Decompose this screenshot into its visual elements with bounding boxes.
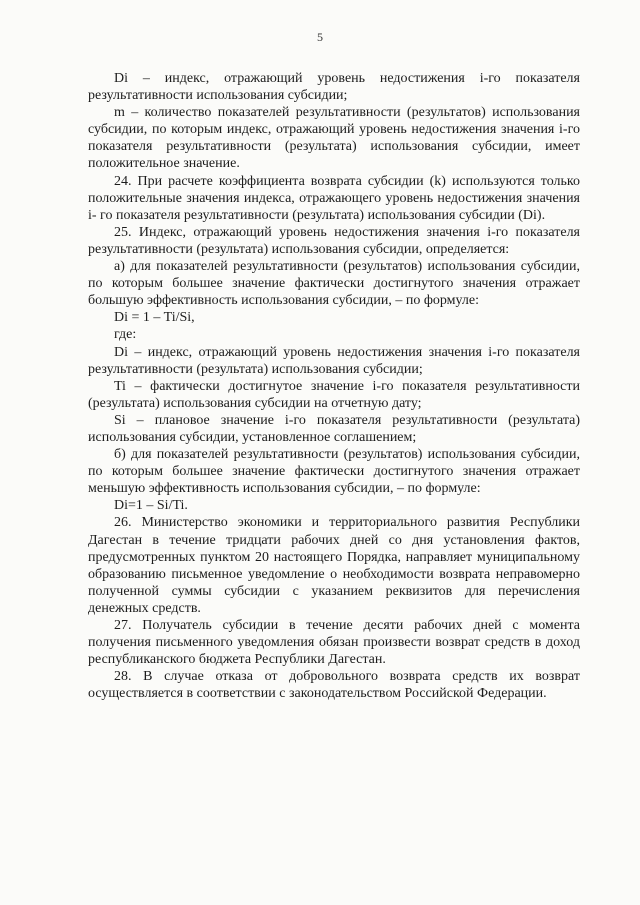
paragraph-di-definition: Di – индекс, отражающий уровень недостижения i-го показателя результативности использования субсидии; [88,71,580,104]
paragraph-item-25b: б) для показателей результативности (результатов) использования субсидии, по которым большее значение фактически достигнутого значения отражает меньшую эффективность использования субсидии, – по формуле: [88,447,580,497]
paragraph-item-28: 28. В случае отказа от добровольного возврата средств их возврат осуществляется в соответствии с законодательством Российской Федерации. [88,669,580,702]
paragraph-m-definition: m – количество показателей результативности (результатов) использования субсидии, по которым индекс, отражающий уровень недостижения значения i-го показателя результативности (результата) использования субсидии, имеет положительное значение. [88,105,580,172]
formula-a: Di = 1 – Ti/Si, [114,310,195,326]
paragraph-item-27: 27. Получатель субсидии в течение десяти рабочих дней с момента получения письменного уведомления обязан произвести возврат средств в доход республиканского бюджета Республики Дагестан. [88,618,580,668]
paragraph-di-index: Di – индекс, отражающий уровень недостижения значения i-го показателя результативности (результата) использования субсидии; [88,344,580,377]
document-body [88,70,580,702]
paragraph-ti-definition: Ti – фактически достигнутое значение i-го показателя результативности (результата) использования субсидии на отчетную дату; [88,378,580,411]
page-number: 5 [317,30,323,44]
formula-where: где: [114,327,137,343]
paragraph-si-definition: Si – плановое значение i-го показателя результативности (результата) использования субсидии, установленное соглашением; [88,412,580,445]
formula-b: Di=1 – Si/Ti. [114,498,188,514]
paragraph-item-25a: а) для показателей результативности (результатов) использования субсидии, по которым большее значение фактически достигнутого значения отражает большую эффективность использования субсидии, – по формуле: [88,259,580,309]
paragraph-item-24: 24. При расчете коэффициента возврата субсидии (k) используются только положительные значения индекса, отражающего уровень недостижения значения i- го показателя результативности (результата) использования субсидии (Di). [88,173,580,223]
paragraph-item-26: 26. Министерство экономики и территориального развития Республики Дагестан в течение тридцати рабочих дней со дня установления фактов, предусмотренных пунктом 20 настоящего Порядка, направляет муниципальному образованию письменное уведомление о необходимости возврата неправомерно полученной суммы субсидии с указанием реквизитов для перечисления денежных средств. [88,515,580,616]
paragraph-item-25: 25. Индекс, отражающий уровень недостижения значения i-го показателя результативности (результата) использования субсидии, определяется: [88,224,580,257]
